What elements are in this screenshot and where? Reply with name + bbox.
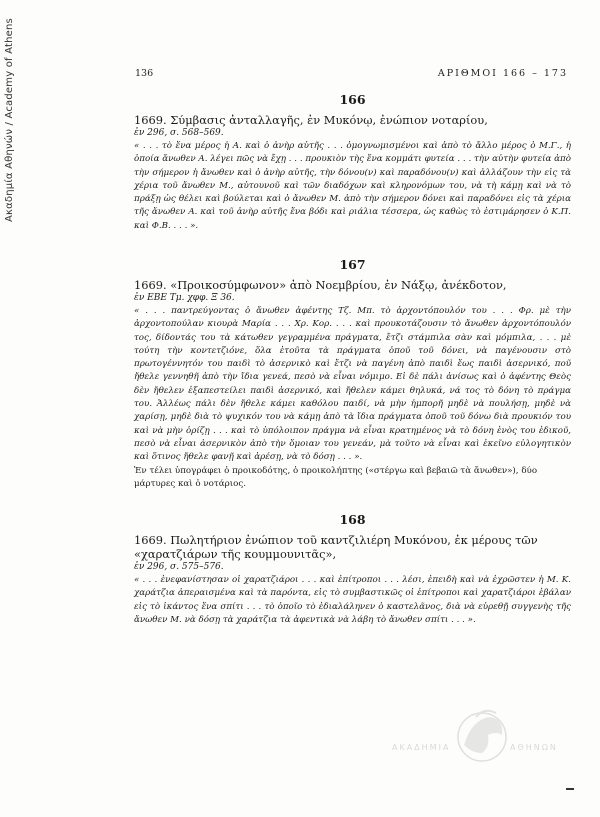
entry-source: ἐν 296, σ. 575–576. xyxy=(134,562,224,572)
page-edge-mark xyxy=(566,788,574,790)
entry-166 xyxy=(134,92,571,233)
watermark-text-right: ΑΘΗΝΩΝ xyxy=(510,743,558,752)
entry-body: « . . . τὸ ἕνα μέρος ἡ Α. καὶ ὁ ἀνὴρ αὐτῆς . . . ὁμογνωμισμένοι καὶ ἀπὸ τὸ ἄλλο μέρος ὁ Μ.Γ., ἡ ὁποία ἄνωθεν Α. λέγει πῶς νὰ ἔχῃ . . . προυκιὸν τὴς ἕνα κομμάτι φυτεία . . . τὴν αὐτὴν φυτεία ἀπὸ τὴν σήμερον ἡ ἄνωθεν καὶ ὁ ἀνὴρ αὐτῆς, τὴν δόνου(ν) καὶ παραδόνου(ν) καὶ ἀλλάζουν τὴν εἰς τὰ χέρια τοῦ ἄνωθεν Μ., αὐτουνοῦ καὶ τῶν διαδόχων καὶ κληρονόμων του, νὰ τὴ κάμῃ καὶ νὰ τὸ πράξῃ ὡς θέλει καὶ βούλεται καὶ ὁ ἄνωθεν Μ. ἀπὸ τὴν σήμερον δόνει καὶ παραδόνει εἰς τὰ χέρια τῆς ἄνωθεν Α. καὶ τοῦ ἀνὴρ αὐτῆς ἕνα βόδι καὶ ριάλια τέσσερα, ὡς καθὼς τὸ ἐστιμάρησεν ὁ Κ.Π. καὶ Φ.Β. . . . ». xyxy=(134,141,571,231)
entry-number: 167 xyxy=(339,257,366,272)
page-number: 136 xyxy=(135,68,154,79)
academy-watermark xyxy=(392,705,572,775)
athena-helmet-icon xyxy=(392,705,572,775)
entry-title: 1669. Σύμβασις ἀνταλλαγῆς, ἐν Μυκόνῳ, ἐνώπιον νοταρίου, xyxy=(134,113,488,127)
running-head xyxy=(135,68,568,79)
watermark-text-left: ΑΚΑΔΗΜΙΑ xyxy=(392,743,451,752)
entry-167 xyxy=(134,257,571,491)
entry-note: Ἐν τέλει ὑπογράφει ὁ προικοδότης, ὁ προικολήπτης («στέργω καὶ βεβαιῶ τὰ ἄνωθεν»), δύο μάρτυρες καὶ ὁ νοτάριος. xyxy=(134,465,538,489)
entry-body: « . . . παντρεύγοντας ὁ ἄνωθεν ἀφέντης Τζ. Μπ. τὸ ἀρχοντόπουλόν του . . . Φρ. μὲ τὴν ἀρχοντοπούλαν κιουρὰ Μαρία . . . Χρ. Κορ. . . . καὶ προυκοτάζουσιν τὸ ἄνωθεν ἀρχοντόπουλόν τος, δίδοντάς του τὰ κάτωθεν γεγραμμένα πράγματα, ἔτζι στάμπιλα σὰν καὶ μόμπιλα, . . . μὲ τούτη τὴν κοντετζιόνε, ὅλα ἐτοῦτα τὰ πράγματα ὁποῦ τοῦ δόνει, νὰ παγένουσιν στὸ πρωτογέννητόν του παιδὶ τὸ ἀσερνικὸ καὶ ἔτζι νὰ παγένη ἀπὸ παιδὶ ἕως παιδὶ ἀσερνικό, ποῦ ἤθελε γεννηθῆ ἀπὸ τὴν ἴδια γενεά, πεσὸ νὰ εἶναι νόμιμο. Εἰ δὲ πάλι ἀνίσως καὶ ὁ ἀφέντης Θεὸς δὲν ἤθελεν ἐξαπεστείλει παιδὶ ἀσερνικό, καὶ ἤθελεν κάμει θηλυκά, νά τος τὸ δόνη τὸ πράγμα του. Ἀλλέως πάλι δὲν ἤθελε κάμει καθόλου παιδί, νὰ μὴν ἠμπορῆ μηδὲ νὰ πουλήσῃ, μηδὲ νὰ χαρίσῃ, μηδὲ διὰ τὸ ψυχικόν του νὰ κάμῃ ἀπὸ τὰ ἴδια πράγματα ὁποῦ τοῦ δόνω διὰ προυκιόν του καὶ νὰ μὴν ὁρίζῃ . . . καὶ τὸ ὑπόλοιπον πράγμα νὰ εἶναι κρατημένος νὰ τὸ δόνη ἑνὸς του ἐδικοῦ, πεσὸ νὰ εἶναι ἀσερνικὸν ἀπὸ τὴν ὅμοιαν του γενεάν, μὰ τοῦτο νὰ εἶναι καὶ ἐκεῖνο εὐλογητικὸν καὶ ὅτινος ἤθελε φανῇ καὶ ἀρέσῃ, νὰ τὸ δόσῃ . . . ». xyxy=(134,306,571,463)
entry-title: 1669. «Προικοσύμφωνον» ἀπὸ Νοεμβρίου, ἐν Νάξῳ, ἀνέκδοτον, xyxy=(134,278,507,292)
entry-168 xyxy=(134,512,571,627)
entry-title: 1669. Πωλητήριον ἐνώπιον τοῦ καντζιλιέρη Μυκόνου, ἐκ μέρους τῶν «χαρατζιάρων τῆς κουμμουνιτᾶς», xyxy=(134,533,538,561)
side-archive-label: Ακαδημία Αθηνών / Academy of Athens xyxy=(4,18,15,222)
entry-body: « . . . ἐνεφανίστησαν οἱ χαρατζιάροι . . . καὶ ἐπίτροποι . . . λέσι, ἐπειδὴ καὶ νὰ ἐχρῶστεν ἡ Μ. Κ. χαράτζια ἀπεραισμένα καὶ τὰ παρόντα, εἰς τὸ συμβαστικῶς οἱ ἐπίτροποι καὶ χαρατζιάροι ἐβάλαν εἰς τὸ ἰκάντος ἕνα σπίτι . . . τὸ ὁποῖο τὸ ἐδιαλάληνεν ὁ καστελᾶνος, διὰ νὰ εὑρεθῇ συγγενὴς τῆς ἄνωθεν Μ. νὰ δόσῃ τὰ χαράτζια τὰ ἀφεντικὰ νὰ λάβη τὸ ἄνωθεν σπίτι . . . ». xyxy=(134,575,571,625)
entry-source: ἐν ΕΒΕ Τμ. χφφ. Ξ 36. xyxy=(134,293,235,303)
entry-number: 166 xyxy=(339,92,366,107)
entry-source: ἐν 296, σ. 568–569. xyxy=(134,128,224,138)
running-head-title: ΑΡΙΘΜΟΙ 166 – 173 xyxy=(437,68,568,79)
entry-number: 168 xyxy=(339,512,366,527)
